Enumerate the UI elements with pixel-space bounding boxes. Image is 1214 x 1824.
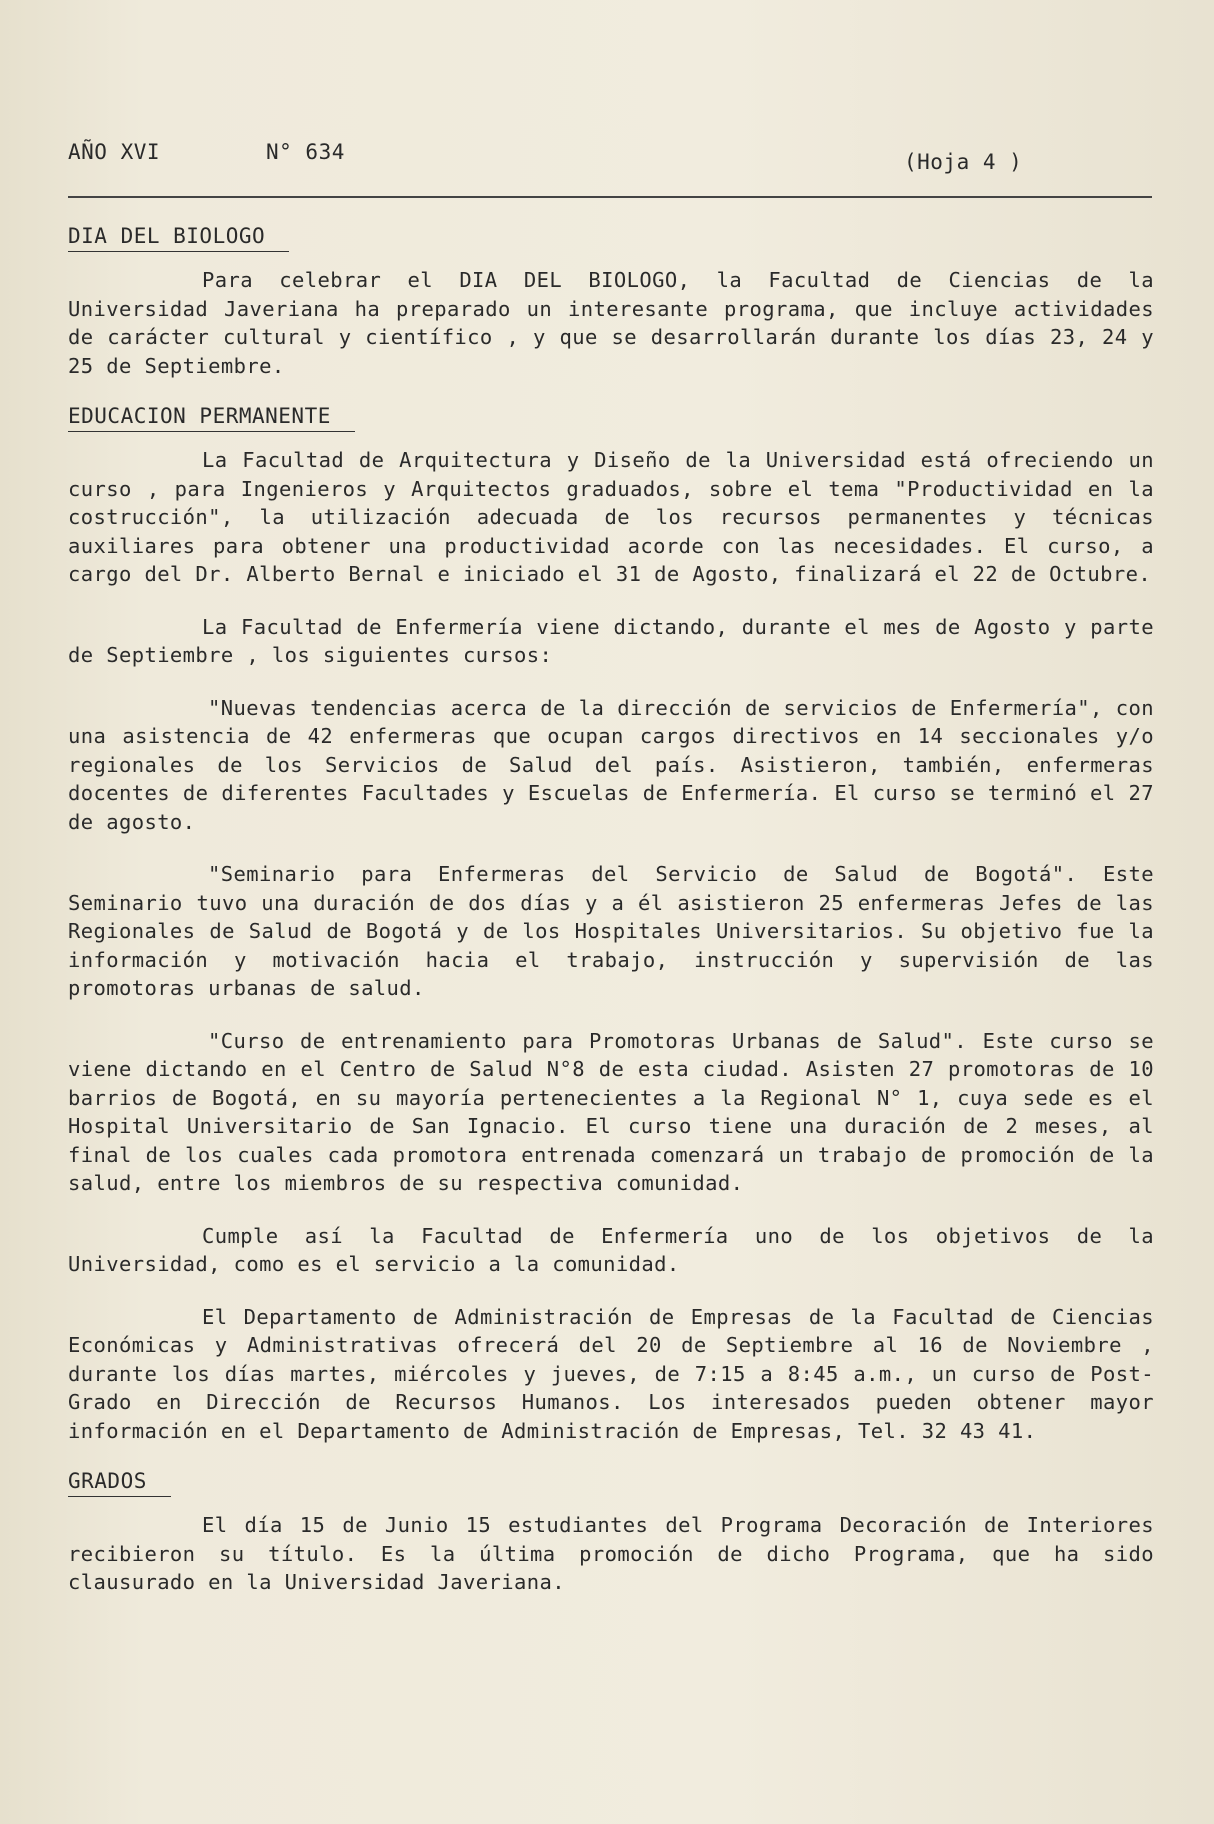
section-title-grados: GRADOS bbox=[68, 1469, 171, 1497]
issue-year: AÑO XVI bbox=[68, 140, 161, 164]
issue-number: N° 634 bbox=[266, 140, 345, 164]
section-title-dia-biologo: DIA DEL BIOLOGO bbox=[68, 224, 289, 252]
section-title-educacion: EDUCACION PERMANENTE bbox=[68, 404, 355, 432]
paragraph: Para celebrar el DIA DEL BIOLOGO, la Facultad de Ciencias de la Universidad Javeriana ha preparado un interesante programa, que incluye actividades de carácter cultural y científico , y que se desarrollarán durante los días 23, 24 y 25 de Septiembre. bbox=[68, 268, 1154, 378]
paragraph: Cumple así la Facultad de Enfermería uno de los objetivos de la Universidad, como es el servicio a la comunidad. bbox=[68, 1223, 1154, 1276]
paragraph: La Facultad de Arquitectura y Diseño de la Universidad está ofreciendo un curso , para Ingenieros y Arquitectos graduados, sobre el tema "Productividad en la costrucción", la utilización adecuada de los recursos permanentes y técnicas auxiliares para obtener una productividad acorde con las necesidades. El curso, a cargo del Dr. Alberto Bernal e iniciado el 31 de Agosto, finalizará el 22 de Octubre. bbox=[68, 448, 1154, 586]
paragraph: "Curso de entrenamiento para Promotoras Urbanas de Salud". Este curso se viene dictando en el Centro de Salud N°8 de esta ciudad. Asisten 27 promotoras de 10 barrios de Bogotá, en su mayoría pertenecientes a la Regional N° 1, cuya sede es el Hospital Universitario de San Ignacio. El curso tiene una duración de 2 meses, al final de los cuales cada promotora entrenada comenzará un trabajo de promoción de la salud, entre los miembros de su respectiva comunidad. bbox=[68, 1028, 1154, 1195]
paragraph: La Facultad de Enfermería viene dictando, durante el mes de Agosto y parte de Septiembre , los siguientes cursos: bbox=[68, 614, 1154, 667]
paragraph: "Seminario para Enfermeras del Servicio de Salud de Bogotá". Este Seminario tuvo una duración de dos días y a él asistieron 25 enfermeras Jefes de las Regionales de Salud de Bogotá y de los Hospitales Universitarios. Su objetivo fue la información y motivación hacia el trabajo, instrucción y supervisión de las promotoras urbanas de salud. bbox=[68, 862, 1154, 1000]
paragraph: El día 15 de Junio 15 estudiantes del Programa Decoración de Interiores recibieron su título. Es la última promoción de dicho Programa, que ha sido clausurado en la Universidad Javeriana. bbox=[68, 1513, 1154, 1594]
paragraph: "Nuevas tendencias acerca de la dirección de servicios de Enfermería", con una asistencia de 42 enfermeras que ocupan cargos directivos en 14 seccionales y/o regionales de los Servicios de Salud del país. Asistieron, también, enfermeras docentes de diferentes Facultades y Escuelas de Enfermería. El curso se terminó el 27 de agosto. bbox=[68, 695, 1154, 834]
paragraph: El Departamento de Administración de Empresas de la Facultad de Ciencias Económicas y Administrativas ofrecerá del 20 de Septiembre al 16 de Noviembre , durante los días martes, miércoles y jueves, de 7:15 a 8:45 a.m., un curso de Post-Grado en Dirección de Recursos Humanos. Los interesados pueden obtener mayor información en el Departamento de Administración de Empresas, Tel. 32 43 41. bbox=[68, 1304, 1154, 1443]
header-rule bbox=[68, 196, 1152, 198]
page-header bbox=[54, 138, 1162, 182]
sheet-number: (Hoja 4 ) bbox=[904, 150, 1023, 174]
